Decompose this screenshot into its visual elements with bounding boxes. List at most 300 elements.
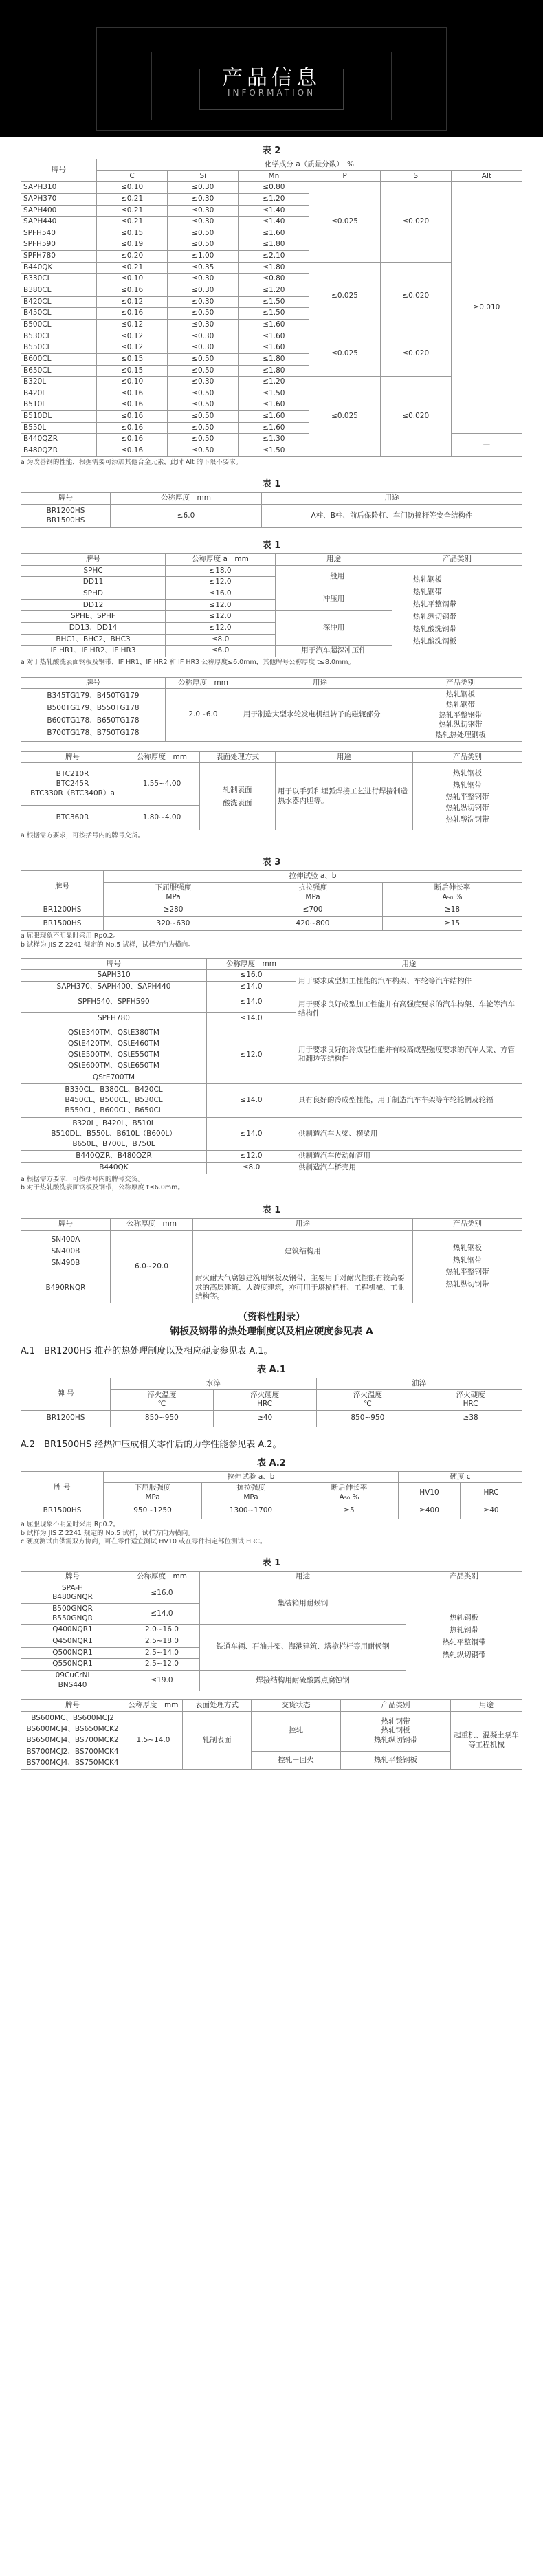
cell-value: ≤0.50 — [168, 308, 239, 320]
cell-grade: Q550NQR1 — [21, 1659, 124, 1671]
cell-value: ≤1.20 — [239, 285, 309, 297]
cell-grade: B480QZR — [21, 445, 97, 457]
cell-thickness: ≤14.0 — [207, 1012, 296, 1026]
cell-value: 320~630 — [104, 917, 243, 931]
table-row — [21, 331, 522, 342]
engineering-machinery-table — [21, 1699, 522, 1770]
cell-product-category: 热轧钢板 热轧钢带 热轧平整钢带 热轧纵切钢带 热轧热处理钢板 — [399, 689, 522, 741]
table-caption: 表 1 — [262, 1558, 281, 1569]
cell-grade: SAPH370、SAPH400、SAPH440 — [21, 982, 207, 993]
cell-use: 铁道车辆、石油井架、海港建筑、塔桅栏杆等用耐候钢 — [200, 1625, 406, 1671]
col-header: 抗拉强度 MPa — [202, 1483, 300, 1504]
cell-value: ≤1.60 — [239, 319, 309, 331]
water-heater-table — [21, 751, 522, 831]
cell-value: ≤0.50 — [168, 434, 239, 445]
col-header-tensile: 拉伸试验 a、b — [104, 871, 522, 883]
col-header: 抗拉强度 MPa — [243, 882, 383, 903]
cell-value: ≥40 — [461, 1504, 522, 1519]
cell-value: ≤0.10 — [97, 377, 168, 388]
cell-value: ≤1.50 — [239, 445, 309, 457]
cell-value: ≤0.50 — [168, 388, 239, 399]
cell-grade: DD13、DD14 — [21, 622, 166, 634]
col-header: HRC — [461, 1483, 522, 1504]
cell-grade: B330CL、B380CL、B420CL B450CL、B500CL、B530CL B550CL、B600CL、B650CL — [21, 1084, 207, 1118]
cell-use: 深冲用 — [276, 611, 392, 646]
cell-value: ≤0.50 — [168, 399, 239, 411]
table-body — [21, 182, 522, 456]
cell-grade: B510L — [21, 399, 97, 411]
col-header-grade: 牌 号 — [21, 1471, 104, 1504]
cell-thickness: 1.5~14.0 — [124, 1711, 183, 1769]
cell-product-category: 热轧钢板 热轧钢带 热轧平整钢带 热轧纵切钢带 热轧酸洗钢带 — [413, 763, 522, 830]
cell-thickness: 2.0~6.0 — [166, 689, 241, 741]
cell-value: ≥400 — [399, 1504, 461, 1519]
cell-value: ≤0.20 — [97, 251, 168, 263]
table-note: a 根据需方要求，可按括号内的牌号交货。 — [21, 832, 144, 840]
table-caption: 表 A.1 — [257, 1364, 286, 1375]
col-header: 公称厚度 mm — [207, 958, 296, 970]
cell-grade: SPFH780 — [21, 1012, 207, 1026]
cell-value: ≤1.80 — [239, 365, 309, 377]
cell-thickness: ≤8.0 — [207, 1162, 296, 1174]
cell-value: 850~950 — [316, 1410, 419, 1427]
cell-grade: SAPH310 — [21, 182, 97, 194]
cell-value: ≤0.30 — [168, 217, 239, 228]
cell-thickness: 6.0~20.0 — [111, 1230, 193, 1303]
cell-value: ≤0.025 — [309, 331, 380, 377]
cell-value: ≤0.21 — [97, 193, 168, 205]
cell-value: ≤0.35 — [168, 262, 239, 274]
cell-grade: B550CL — [21, 342, 97, 354]
cell-value: ≤0.15 — [97, 353, 168, 365]
cell-product-category: 热轧钢板 热轧钢带 热轧平整钢带 热轧纵切钢带 — [413, 1230, 522, 1303]
cell-thickness: ≤14.0 — [207, 982, 296, 993]
cell-grade: B420L — [21, 388, 97, 399]
cell-thickness: ≤6.0 — [111, 505, 262, 528]
col-header: 淬火温度 ℃ — [111, 1389, 214, 1410]
cell-grade: BTC360R — [21, 806, 124, 830]
col-header: 产品类别 — [406, 1572, 522, 1583]
cell-grade: SPFH540 — [21, 228, 97, 239]
cell-thickness: ≤16.0 — [166, 588, 276, 600]
cell-use: 一般用 — [276, 565, 392, 588]
cell-value: ≤0.020 — [380, 182, 451, 262]
cell-grade: SAPH440 — [21, 217, 97, 228]
cell-grade: BR1200HS — [21, 903, 104, 917]
cell-value: ≤1.40 — [239, 217, 309, 228]
cell-product-category: 热轧平整钢板 — [341, 1751, 451, 1770]
col-header: 用途 — [296, 958, 522, 970]
cell-value: ≤0.12 — [97, 342, 168, 354]
cell-value: ≤0.025 — [309, 262, 380, 331]
col-header: 产品类别 — [413, 1219, 522, 1231]
cell-grade: B500CL — [21, 319, 97, 331]
appendix-title: 钢板及钢带的热处理制度以及相应硬度参见表 A — [170, 1325, 373, 1337]
col-header: 公称厚度 mm — [111, 493, 262, 505]
heat-treatment-table — [21, 1378, 522, 1427]
appendix-paragraph: A.1 BR1200HS 推荐的热处理制度以及相应硬度参见表 A.1。 — [21, 1345, 273, 1356]
col-header: 用途 — [200, 1572, 406, 1583]
table-note: a 根据需方要求，可按括号内的牌号交货。 b 对于热轧酸洗表面钢板及钢带，公称厚度 t≤6.0mm。 — [21, 1175, 184, 1192]
cell-value: ≤0.80 — [239, 182, 309, 194]
cell-value: ≤0.50 — [168, 239, 239, 251]
cell-value: ≤0.16 — [97, 285, 168, 297]
col-header: 公称厚度 a mm — [166, 554, 276, 566]
cell-grade: B600CL — [21, 353, 97, 365]
cell-grade: B330CL — [21, 274, 97, 285]
cell-value: ≤0.12 — [97, 331, 168, 342]
chemical-composition-table — [21, 159, 522, 457]
cell-value: ≤1.20 — [239, 193, 309, 205]
cell-value: ≤0.21 — [97, 205, 168, 217]
cell-value: ≤1.40 — [239, 205, 309, 217]
cell-value: ≤1.60 — [239, 411, 309, 423]
cell-grade: BS600MC、BS600MCJ2 BS600MCJ4、BS650MCK2 BS650MCJ4、BS700MCK2 BS700MCJ2、BS700MCK4 BS700MCJ4、BS750MCK4 — [21, 1711, 124, 1769]
cell-grade: B450CL — [21, 308, 97, 320]
cell-thickness: 2.5~18.0 — [124, 1636, 200, 1648]
cell-grade: Q400NQR1 — [21, 1625, 124, 1636]
cell-grade: DD12 — [21, 599, 166, 611]
table-caption: 表 A.2 — [257, 1457, 286, 1468]
col-header: HV10 — [399, 1483, 461, 1504]
cell-grade: B320L — [21, 377, 97, 388]
col-header: 牌号 — [21, 493, 111, 505]
cell-value: ≤1.20 — [239, 377, 309, 388]
cell-value: ≤0.16 — [97, 434, 168, 445]
cell-value: ≤1.60 — [239, 331, 309, 342]
cell-grade: QStE340TM、QStE380TM QStE420TM、QStE460TM QStE500TM、QStE550TM QStE600TM、QStE650TM QStE700TM — [21, 1026, 207, 1083]
cell-grade: B490RNQR — [21, 1273, 111, 1303]
cell-value: ≤1.60 — [239, 399, 309, 411]
cell-value: ≤0.50 — [168, 228, 239, 239]
col-header: 公称厚度 mm — [124, 1700, 183, 1712]
col-header-hardness: 硬度 c — [399, 1471, 522, 1483]
cell-thickness: ≤12.0 — [166, 577, 276, 588]
cell-value: ≤1.00 — [168, 251, 239, 263]
cell-value: ≥15 — [383, 917, 522, 931]
col-header: 断后伸长率 A₅₀ % — [300, 1483, 399, 1504]
cell-value: ≥18 — [383, 903, 522, 917]
cell-grade: B530CL — [21, 331, 97, 342]
cell-use: 用于要求良好成型加工性能并有高强度要求的汽车构架、车轮等汽车结构件 — [296, 993, 522, 1026]
cell-surface: 轧制表面 酸洗表面 — [200, 763, 276, 830]
cell-value: ≤1.50 — [239, 308, 309, 320]
cell-thickness: ≤8.0 — [166, 634, 276, 646]
col-header: 淬火温度 ℃ — [316, 1389, 419, 1410]
cell-use: 供制造汽车大梁、横梁用 — [296, 1117, 522, 1151]
col-header-grade: 牌号 — [21, 871, 104, 903]
cell-thickness: 2.5~12.0 — [124, 1659, 200, 1671]
banner-title: 产品信息 — [222, 66, 321, 90]
cell-value: ≤0.30 — [168, 182, 239, 194]
col-header: 牌号 — [21, 554, 166, 566]
cell-thickness: ≤16.0 — [207, 970, 296, 982]
cell-grade: B550L — [21, 422, 97, 434]
cell-value: ≤0.10 — [97, 274, 168, 285]
col-header: 公称厚度 mm — [111, 1219, 193, 1231]
cell-value: ≤1.30 — [239, 434, 309, 445]
cell-value: ≥0.010 — [451, 182, 522, 434]
cell-grade: BTC210R BTC245R BTC330R（BTC340R）a — [21, 763, 124, 806]
cell-value: ≥40 — [213, 1410, 316, 1427]
cell-value: ≤1.50 — [239, 388, 309, 399]
cell-value: ≤0.19 — [97, 239, 168, 251]
cell-thickness: ≤19.0 — [124, 1670, 200, 1691]
weathering-steel-table — [21, 1571, 522, 1691]
col-header-water: 水淬 — [111, 1378, 317, 1389]
cell-value: 850~950 — [111, 1410, 214, 1427]
col-header: 牌号 — [21, 1700, 124, 1712]
table-note: a 为改善钢的性能，根据需要可添加其他合金元素，此时 Alt 的下限不要求。 — [21, 458, 243, 466]
col-header-grade: 牌号 — [21, 159, 97, 182]
cell-use: 用于制造大型水轮发电机组转子的磁轭部分 — [241, 689, 399, 741]
col-header: 用途 — [276, 554, 392, 566]
table-note: a 屈服现象不明显时采用 Rp0.2。 b 试样为 JIS Z 2241 规定的 No.5 试样，试样方向为横向。 — [21, 932, 195, 949]
cell-value: ≤0.025 — [309, 377, 380, 456]
cell-grade: Q500NQR1 — [21, 1647, 124, 1659]
col-header: 牌号 — [21, 677, 166, 689]
cell-thickness: ≤12.0 — [166, 599, 276, 611]
cell-value: ≤0.80 — [239, 274, 309, 285]
stamping-steel-table — [21, 553, 522, 657]
col-header: 断后伸长率 A₅₀ % — [383, 882, 522, 903]
cell-value: ≤0.025 — [309, 182, 380, 262]
cell-value: 420~800 — [243, 917, 383, 931]
cell-use: 起重机、混凝土泵车等工程机械 — [451, 1711, 522, 1769]
col-header: P — [309, 170, 380, 182]
cell-value: ≤0.30 — [168, 319, 239, 331]
cell-grade: B440QK — [21, 262, 97, 274]
usage-table-br — [21, 492, 522, 528]
col-header: 牌号 — [21, 751, 124, 763]
cell-value: ≤1.60 — [239, 228, 309, 239]
cell-grade: B440QZR、B480QZR — [21, 1151, 207, 1163]
col-header: 牌号 — [21, 1219, 111, 1231]
table-caption: 表 1 — [262, 1205, 281, 1216]
cell-value: ≤2.10 — [239, 251, 309, 263]
table-note: a 屈服现象不明显时采用 Rp0.2。 b 试样为 JIS Z 2241 规定的 No.5 试样，试样方向为横向。 c 硬度测试由供需双方协商，可在零件适宜测试 HV10 或在零件指定部位测试 HRC。 — [21, 1520, 267, 1546]
table-caption: 表 3 — [262, 857, 281, 868]
cell-thickness: ≤14.0 — [207, 1084, 296, 1118]
cell-value: ≤0.15 — [97, 228, 168, 239]
cell-value: ≤0.21 — [97, 262, 168, 274]
table-note: a 对于热轧酸洗表面钢板及钢带，IF HR1、IF HR2 和 IF HR3 公称厚度≤6.0mm，其他牌号公称厚度 t≤8.0mm。 — [21, 658, 355, 666]
table-row — [21, 377, 522, 388]
cell-thickness: ≤14.0 — [124, 1604, 200, 1625]
cell-value: ≤0.15 — [97, 365, 168, 377]
appendix-heading — [0, 1310, 543, 1339]
cell-grade: BR1200HS — [21, 1410, 111, 1427]
cell-value: ≤0.30 — [168, 285, 239, 297]
cell-thickness: ≤14.0 — [207, 1117, 296, 1151]
cell-value: ≤0.50 — [168, 411, 239, 423]
cell-thickness: ≤12.0 — [166, 622, 276, 634]
cell-use: 具有良好的冷成型性能，用于制造汽车车架等车轮轮辋及轮辐 — [296, 1084, 522, 1118]
cell-value: ≤0.30 — [168, 342, 239, 354]
cell-grade: B320L、B420L、B510L B510DL、B550L、B610L（B600L） B650L、B700L、B750L — [21, 1117, 207, 1151]
col-header: 下屈服强度 MPa — [104, 882, 243, 903]
cell-thickness: ≤12.0 — [207, 1151, 296, 1163]
cell-grade: SAPH310 — [21, 970, 207, 982]
cell-value: ≤1.80 — [239, 262, 309, 274]
col-header: 用途 — [193, 1219, 413, 1231]
cell-grade: B510DL — [21, 411, 97, 423]
cell-value: ≤0.020 — [380, 377, 451, 456]
automotive-steel-table — [21, 958, 522, 1174]
cell-value: ≤1.80 — [239, 353, 309, 365]
cell-product-category: 热轧钢板 热轧钢带 热轧平整钢带 热轧纵切钢带 热轧酸洗钢带 热轧酸洗钢板 — [392, 565, 522, 657]
appendix-label: （资料性附录） — [238, 1311, 305, 1323]
col-header: 牌号 — [21, 958, 207, 970]
cell-thickness: 2.5~14.0 — [124, 1647, 200, 1659]
cell-use: 用于要求成型加工性能的汽车构架、车轮等汽车结构件 — [296, 970, 522, 993]
col-header-grade: 牌 号 — [21, 1378, 111, 1410]
col-header: 淬火硬度 HRC — [213, 1389, 316, 1410]
cell-value: ≤0.16 — [97, 399, 168, 411]
cell-grade: SPFH780 — [21, 251, 97, 263]
col-header: 产品类别 — [341, 1700, 451, 1712]
cell-value: ≤700 — [243, 903, 383, 917]
header-banner — [0, 0, 543, 137]
cell-value: ≤0.30 — [168, 377, 239, 388]
cell-delivery: 控轧 — [252, 1711, 341, 1751]
cell-value: ≤0.50 — [168, 365, 239, 377]
cell-grade: B650CL — [21, 365, 97, 377]
cell-grade: SPHE、SPHF — [21, 611, 166, 623]
cell-grade: BR1200HS BR1500HS — [21, 505, 111, 528]
col-header: 下屈服强度 MPa — [104, 1483, 202, 1504]
cell-grade: SPA-H B480GNQR — [21, 1583, 124, 1603]
cell-use: 用于汽车超深冲压件 — [276, 646, 392, 657]
cell-value: ≤0.10 — [97, 182, 168, 194]
cell-use: 供制造汽车传动轴管用 — [296, 1151, 522, 1163]
cell-grade: BR1500HS — [21, 1504, 104, 1519]
cell-value: ≤0.16 — [97, 422, 168, 434]
cell-product-category: 热轧钢带 热轧钢板 热轧纵切钢带 — [341, 1711, 451, 1751]
cell-value: ≥5 — [300, 1504, 399, 1519]
col-header: 产品类别 — [413, 751, 522, 763]
cell-thickness: ≤14.0 — [207, 993, 296, 1012]
col-header: 公称厚度 mm — [166, 677, 241, 689]
cell-use: 耐火耐大气腐蚀建筑用钢板及钢带，主要用于对耐火性能有较高要求的高层建筑、大跨度建筑，亦可用于塔桅栏杆、工程机械、工业结构等。 — [193, 1273, 413, 1303]
table-caption: 表 1 — [262, 479, 281, 490]
cell-value: ≤1.60 — [239, 422, 309, 434]
cell-thickness: 1.80~4.00 — [124, 806, 200, 830]
col-header: 表面处理方式 — [200, 751, 276, 763]
cell-value: ≤1.80 — [239, 239, 309, 251]
col-header-tensile: 拉伸试验 a、b — [104, 1471, 399, 1483]
cell-grade: SPHD — [21, 588, 166, 600]
cell-use: 用于以手弧和埋弧焊接工艺进行焊接制造热水器内胆等。 — [276, 763, 413, 830]
cell-value: ≤0.16 — [97, 308, 168, 320]
cell-thickness: ≤6.0 — [166, 646, 276, 657]
cell-thickness: ≤18.0 — [166, 565, 276, 577]
cell-value: ≤0.020 — [380, 262, 451, 331]
col-header: 交货状态 — [252, 1700, 341, 1712]
table-caption: 表 2 — [262, 146, 281, 156]
col-header: Mn — [239, 170, 309, 182]
cell-grade: SPHC — [21, 565, 166, 577]
cell-value: ≤0.30 — [168, 296, 239, 308]
col-header: 产品类别 — [399, 677, 522, 689]
cell-use: 集装箱用耐候钢 — [200, 1583, 406, 1625]
cell-delivery: 控轧＋回火 — [252, 1751, 341, 1770]
col-header: 牌号 — [21, 1572, 124, 1583]
cell-value: ≤1.60 — [239, 342, 309, 354]
cell-grade: SPFH540、SPFH590 — [21, 993, 207, 1012]
col-header: 淬火硬度 HRC — [419, 1389, 522, 1410]
cell-value: 1300~1700 — [202, 1504, 300, 1519]
col-header: Alt — [451, 170, 522, 182]
cell-thickness: 1.55~4.00 — [124, 763, 200, 806]
cell-grade: B440QK — [21, 1162, 207, 1174]
cell-value: ≤0.12 — [97, 319, 168, 331]
cell-value: ≥38 — [419, 1410, 522, 1427]
cell-grade: B380CL — [21, 285, 97, 297]
cell-grade: B345TG179、B450TG179 B500TG179、B550TG178 B600TG178、B650TG178 B700TG178、B750TG178 — [21, 689, 166, 741]
cell-value: ≤0.30 — [168, 331, 239, 342]
table-row — [21, 182, 522, 194]
cell-value: 950~1250 — [104, 1504, 202, 1519]
hot-stamping-properties-table — [21, 1471, 522, 1519]
cell-value: ≥280 — [104, 903, 243, 917]
cell-grade: 09CuCrNi BNS440 — [21, 1670, 124, 1691]
cell-grade: Q450NQR1 — [21, 1636, 124, 1648]
cell-grade: B500GNQR B550GNQR — [21, 1604, 124, 1625]
col-header: 表面处理方式 — [183, 1700, 252, 1712]
cell-value: ≤0.16 — [97, 411, 168, 423]
col-header: 公称厚度 mm — [124, 751, 200, 763]
cell-use: 焊接结构用耐硫酸露点腐蚀钢 — [200, 1670, 406, 1691]
cell-grade: B440QZR — [21, 434, 97, 445]
col-header: Si — [168, 170, 239, 182]
cell-grade: SN400A SN400B SN490B — [21, 1230, 111, 1273]
cell-grade: DD11 — [21, 577, 166, 588]
cell-grade: BR1500HS — [21, 917, 104, 931]
table-caption: 表 1 — [262, 540, 281, 551]
col-header: 用途 — [276, 751, 413, 763]
building-steel-table — [21, 1218, 522, 1303]
cell-grade: BHC1、BHC2、BHC3 — [21, 634, 166, 646]
cell-use: 用于要求良好的冷成型性能并有较高成型强度要求的汽车大梁、方管和翻边等结构件 — [296, 1026, 522, 1083]
col-header: 公称厚度 mm — [124, 1572, 200, 1583]
cell-grade: B420CL — [21, 296, 97, 308]
col-header: C — [97, 170, 168, 182]
cell-value: — — [451, 434, 522, 456]
cell-value: ≤0.21 — [97, 217, 168, 228]
col-header-oil: 油淬 — [316, 1378, 522, 1389]
cell-thickness: ≤16.0 — [124, 1583, 200, 1603]
cell-value: ≤0.30 — [168, 205, 239, 217]
cell-value: ≤0.50 — [168, 353, 239, 365]
cell-value: ≤0.30 — [168, 193, 239, 205]
cell-use: A柱、B柱、前后保险杠、车门防撞杆等安全结构件 — [262, 505, 522, 528]
col-header: 用途 — [451, 1700, 522, 1712]
cell-value: ≤0.16 — [97, 445, 168, 457]
table-row — [21, 262, 522, 274]
cell-use: 冲压用 — [276, 588, 392, 611]
col-header: 产品类别 — [392, 554, 522, 566]
cell-value: ≤0.30 — [168, 274, 239, 285]
cell-value: ≤0.020 — [380, 331, 451, 377]
cell-thickness: ≤12.0 — [166, 611, 276, 623]
col-header-chem: 化学成分 a（质量分数） % — [97, 159, 522, 171]
banner-subtitle: INFORMATION — [227, 88, 316, 98]
cell-value: ≤0.16 — [97, 388, 168, 399]
col-header: 用途 — [241, 677, 399, 689]
cell-grade: SAPH370 — [21, 193, 97, 205]
cell-value: ≤0.50 — [168, 422, 239, 434]
